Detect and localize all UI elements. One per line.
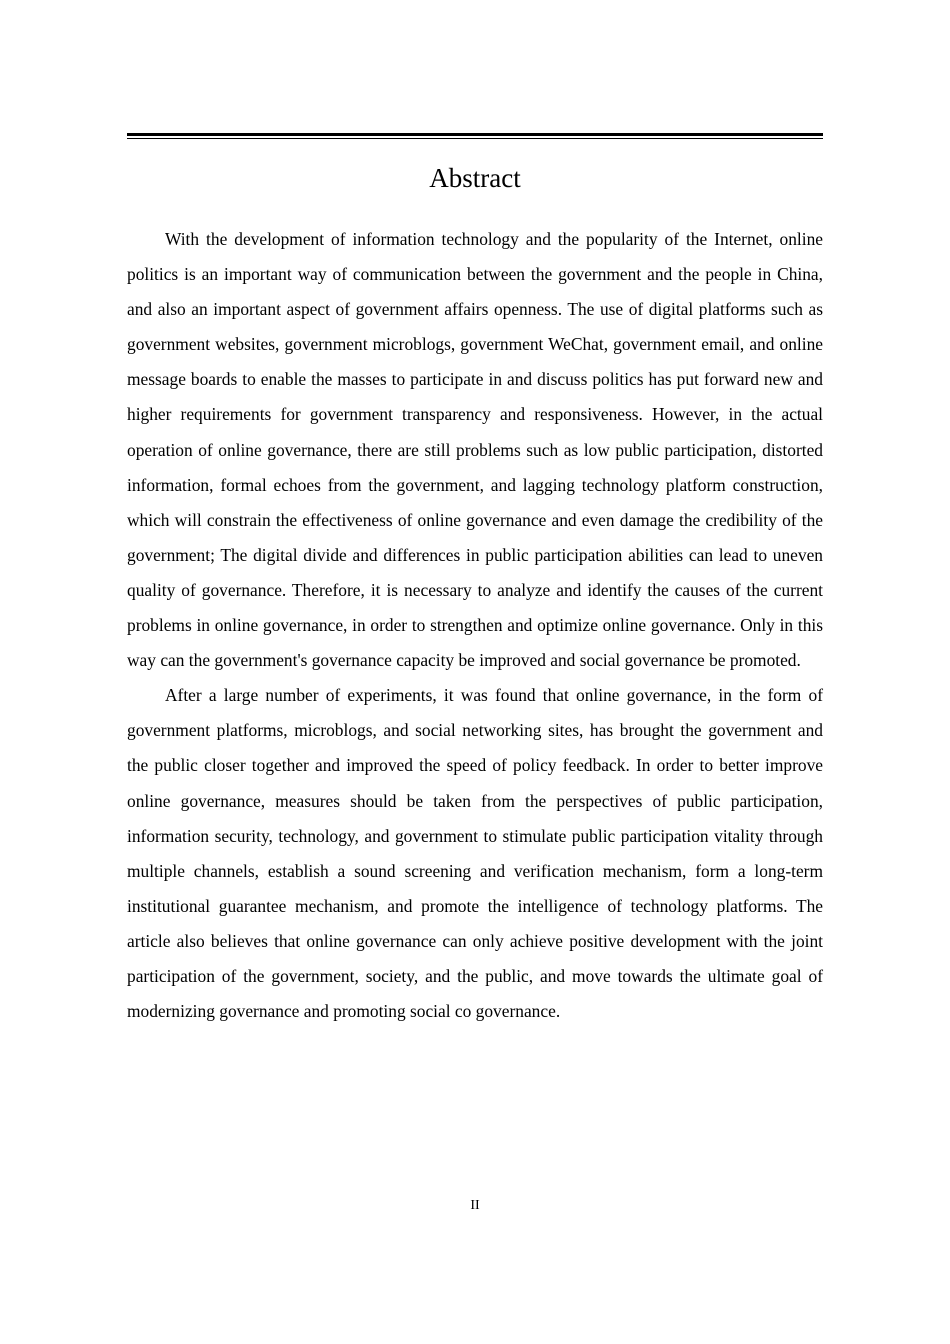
header-rule-thick-line — [127, 133, 823, 136]
abstract-body — [127, 222, 823, 1029]
abstract-paragraph-1: With the development of information technology and the popularity of the Internet, online politics is an important way of communication between the government and the people in China, and also an important aspect of government affairs openness. The use of digital platforms such as government websites, government microblogs, government WeChat, government email, and online message boards to enable the masses to participate in and discuss politics has put forward new and higher requirements for government transparency and responsiveness. However, in the actual operation of online governance, there are still problems such as low public participation, distorted information, formal echoes from the government, and lagging technology platform construction, which will constrain the effectiveness of online governance and even damage the credibility of the government; The digital divide and differences in public participation abilities can lead to uneven quality of governance. Therefore, it is necessary to analyze and identify the causes of the current problems in online governance, in order to strengthen and optimize online governance. Only in this way can the government's governance capacity be improved and social governance be promoted. — [127, 229, 823, 671]
abstract-title: Abstract — [429, 163, 521, 193]
page-number: II — [470, 1198, 480, 1213]
abstract-paragraph-2: After a large number of experiments, it was found that online governance, in the form of government platforms, microblogs, and social networking sites, has brought the government and the public closer together and improved the speed of policy feedback. In order to better improve online governance, measures should be taken from the perspectives of public participation, information security, technology, and government to stimulate public participation vitality through multiple channels, establish a sound screening and verification mechanism, form a long-term institutional guarantee mechanism, and promote the intelligence of technology platforms. The article also believes that online governance can only achieve positive development with the joint participation of the government, society, and the public, and move towards the ultimate goal of modernizing governance and promoting social co governance. — [127, 685, 823, 1022]
header-double-rule — [127, 133, 823, 139]
header-rule-thin-line — [127, 138, 823, 139]
